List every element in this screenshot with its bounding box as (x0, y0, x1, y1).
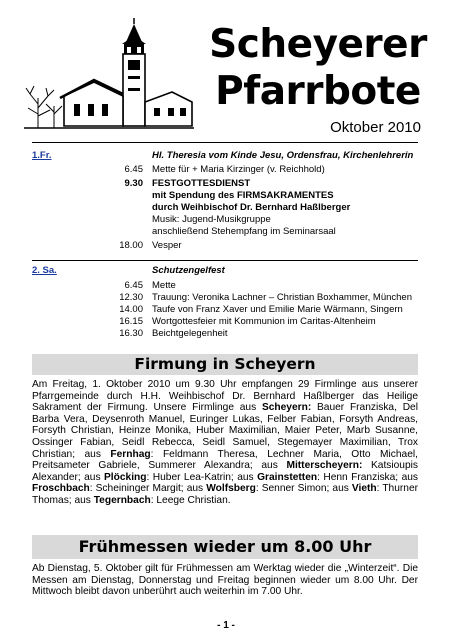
row-text: anschließend Stehempfang im Seminarsaal (152, 226, 336, 237)
row-text: Wortgottesfeier mit Kommunion im Caritas-Altenheim (152, 316, 376, 327)
section-paragraph (32, 563, 418, 598)
section-heading: Firmung in Scheyern (32, 354, 418, 375)
row-time: 14.00 (119, 304, 143, 315)
row-time: 6.45 (124, 280, 143, 291)
paragraph-text: : Scheininger Margit; aus (89, 483, 207, 495)
day-label: 2. Sa. (32, 265, 57, 276)
place-name: Froschbach (32, 483, 90, 495)
paragraph-text: : Senner Simon; aus (255, 483, 352, 495)
title-line-2: Pfarrbote (215, 69, 421, 114)
place-name: Wolfsberg (206, 483, 256, 495)
row-time: 6.45 (124, 164, 143, 175)
row-text: mit Spendung des FIRMSAKRAMENTES (152, 190, 334, 201)
row-time: 16.30 (119, 328, 143, 339)
header-rule (32, 142, 418, 143)
day-divider (32, 260, 418, 261)
paragraph-text: : Feldmann Theresa, Lechner Maria, Otto Michael, Preitsameter Gabriele, Summerer Alexandra; aus (32, 448, 418, 472)
feast-title: Schutzengelfest (152, 265, 225, 276)
row-text: FESTGOTTESDIENST (152, 178, 251, 189)
paragraph-text: Am Freitag, 1. Oktober 2010 um 9.30 Uhr empfangen 29 Firmlinge aus unserer Pfarrgemeinde durch H.H. Weihbischof Dr. Bernhard Haßlberger das Heilige Sakrament der Firmung. Unsere Firmlinge aus (32, 379, 418, 414)
row-time: 16.15 (119, 316, 143, 327)
row-time: 18.00 (119, 240, 143, 251)
row-text: Taufe von Franz Xaver und Emilie Marie Wärmann, Singern (152, 304, 403, 315)
place-name: Plöcking (104, 471, 147, 483)
place-name: Mitterscheyern: (286, 460, 363, 472)
row-text: Vesper (152, 240, 182, 251)
day-label: 1.Fr. (32, 150, 52, 161)
row-text: Musik: Jugend-Musikgruppe (152, 214, 271, 225)
row-text: Beichtgelegenheit (152, 328, 228, 339)
paragraph-text: Bauer Franziska, Del Barba Vera, Deysenroth Manuel, Euringer Lukas, Felber Fabian, Forsyth Andreas, Forsyth Christian, Heinze Monika, Huber Maximilian, Maier Peter, Marb Susanne, Ossinger Fabian, Seidl Rebecca, Seidl Samuel, Stegemayer Maximilian, Trox Christian; aus (32, 402, 418, 460)
feast-title: Hl. Theresia vom Kinde Jesu, Ordensfrau, Kirchenlehrerin (152, 150, 414, 161)
page-number: - 1 - (217, 620, 235, 631)
paragraph-text: : Huber Lea-Katrin; aus (146, 471, 258, 483)
row-text: durch Weihbischof Dr. Bernhard Haßlberger (152, 202, 351, 213)
place-name: Scheyern: (261, 402, 312, 414)
paragraph-text: Katsioupis Alexander; aus (32, 460, 418, 483)
paragraph-text: Ab Dienstag, 5. Oktober gilt für Frühmessen am Werktag wieder die „Winterzeit“. Die Messen am Dienstag, Donnerstag und Freitag beginnen wieder um 8.00 Uhr. Der Mittwoch bleibt davon unberührt auch weiterhin im 7.00 Uhr. (32, 563, 418, 598)
row-time: 12.30 (119, 292, 143, 303)
row-text: Trauung: Veronika Lachner – Christian Boxhammer, München (152, 292, 412, 303)
church-illustration (24, 18, 194, 140)
schedule-day (32, 150, 418, 260)
title-line-1: Scheyerer (209, 22, 427, 67)
place-name: Fernhag (110, 448, 151, 460)
row-time: 9.30 (124, 178, 143, 189)
place-name: Grainstetten (257, 471, 318, 483)
paragraph-text: : Leege Christian. (150, 494, 231, 506)
row-text: Mette für + Maria Kirzinger (v. Reichhold) (152, 164, 325, 175)
row-text: Mette (152, 280, 176, 291)
place-name: Tegernbach (93, 494, 151, 506)
place-name: Vieth (351, 483, 377, 495)
section-paragraph (32, 379, 418, 507)
paragraph-text: : Henn Franziska; aus (317, 471, 419, 483)
section-heading: Frühmessen wieder um 8.00 Uhr (32, 535, 418, 559)
issue-date: Oktober 2010 (330, 119, 421, 136)
schedule-day (32, 265, 418, 345)
paragraph-text: : Thurner Thomas; aus (32, 483, 419, 506)
